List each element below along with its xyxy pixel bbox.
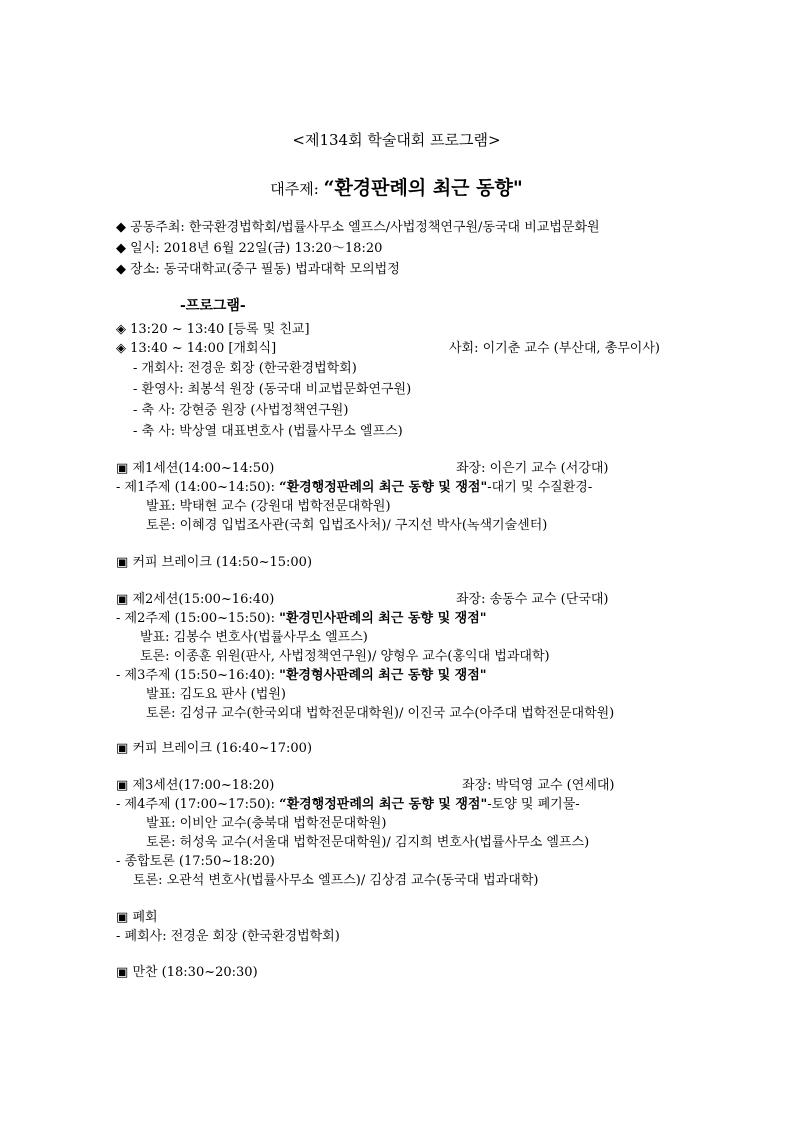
topic4-title: “환경행정판례의 최근 동향 및 쟁점" <box>279 797 488 812</box>
info-date <box>116 241 382 257</box>
slot-registration <box>116 322 310 338</box>
organizers-text: 공동주최: 한국환경법학회/법률사무소 엘프스/사법정책연구원/동국대 비교법문화원 <box>130 220 600 235</box>
coffee-break-1 <box>116 555 312 571</box>
square-bullet-icon: ▣ <box>116 461 129 476</box>
session2-presenter2: 발표: 김봉수 변호사(법률사무소 엘프스) <box>140 630 368 645</box>
program-heading: -프로그램- <box>180 298 246 314</box>
session2-topic3 <box>116 668 487 684</box>
session1-discussant: 토론: 이혜경 입법조사관(국회 입법조사처)/ 구지선 박사(녹색기술센터) <box>146 518 548 533</box>
session3-presenter4: 발표: 이비안 교수(충북대 법학전문대학원) <box>146 816 387 831</box>
session3-topic4 <box>116 797 580 813</box>
theme-label: 대주제: <box>270 180 324 198</box>
topic4-suffix: -토양 및 폐기물- <box>487 797 580 812</box>
diamond-dot-bullet-icon: ◈ <box>116 341 126 356</box>
closing-title-text: 폐회 <box>132 910 158 925</box>
session1-title-text: 제1세션(14:00~14:50) <box>132 461 275 476</box>
topic3-title: "환경형사판례의 최근 동향 및 쟁점" <box>279 668 487 683</box>
topic1-prefix: - 제1주제 (14:00~14:50): <box>116 480 280 495</box>
date-text: 일시: 2018년 6월 22일(금) 13:20～18:20 <box>130 241 383 256</box>
session1-chair: 좌장: 이은기 교수 (서강대) <box>456 461 609 476</box>
topic1-title: “환경행정판례의 최근 동향 및 쟁점" <box>279 480 488 495</box>
session1-title <box>116 461 274 477</box>
closing-title <box>116 910 158 926</box>
main-theme <box>0 176 793 201</box>
session3-title-text: 제3세션(17:00~18:20) <box>132 778 275 793</box>
coffee-break-1-text: 커피 브레이크 (14:50~15:00) <box>132 555 313 570</box>
topic4-prefix: - 제4주제 (17:00~17:50): <box>116 797 280 812</box>
info-venue <box>116 262 400 278</box>
session1-topic <box>116 480 592 496</box>
registration-text: 13:20 ~ 13:40 [등록 및 친교] <box>130 322 310 337</box>
general-discussion: - 종합토론 (17:50~18:20) <box>116 854 275 869</box>
opening-ceremony-text: 13:40 ~ 14:00 [개회식] <box>130 341 277 356</box>
square-bullet-icon: ▣ <box>116 555 129 570</box>
general-discussant: 토론: 오관석 변호사(법률사무소 엘프스)/ 김상겸 교수(동국대 법과대학) <box>133 873 539 888</box>
session2-discussant3: 토론: 김성규 교수(한국외대 법학전문대학원)/ 이진국 교수(아주대 법학전문대학원) <box>146 706 615 721</box>
page-title: <제134회 학술대회 프로그램> <box>292 131 501 149</box>
diamond-bullet-icon: ◆ <box>116 220 126 235</box>
diamond-bullet-icon: ◆ <box>116 262 126 277</box>
session2-title-text: 제2세션(15:00~16:40) <box>132 592 275 607</box>
speech-congrats-1: - 축 사: 강현중 원장 (사법정책연구원) <box>133 403 349 418</box>
topic1-suffix: -대기 및 수질환경- <box>487 480 593 495</box>
session3-title <box>116 778 274 794</box>
session2-title <box>116 592 274 608</box>
session3-discussant4: 토론: 허성욱 교수(서울대 법학전문대학원)/ 김지희 변호사(법률사무소 엘프스) <box>146 835 590 850</box>
session2-presenter3: 발표: 김도요 판사 (법원) <box>146 687 286 702</box>
slot-opening-ceremony <box>116 341 276 357</box>
closing-speech: - 폐회사: 전경운 회장 (한국환경법학회) <box>116 929 340 944</box>
diamond-bullet-icon: ◆ <box>116 241 126 256</box>
info-organizers <box>116 220 600 236</box>
dinner-text: 만찬 (18:30~20:30) <box>132 965 258 980</box>
square-bullet-icon: ▣ <box>116 778 129 793</box>
speech-opening: - 개회사: 전경운 회장 (한국환경법학회) <box>133 361 357 376</box>
square-bullet-icon: ▣ <box>116 965 129 980</box>
session2-topic2 <box>116 611 487 627</box>
topic3-prefix: - 제3주제 (15:50~16:40): <box>116 668 280 683</box>
diamond-dot-bullet-icon: ◈ <box>116 322 126 337</box>
coffee-break-2 <box>116 741 312 757</box>
opening-host: 사회: 이기춘 교수 (부산대, 총무이사) <box>449 341 660 356</box>
dinner <box>116 965 258 981</box>
speech-congrats-2: - 축 사: 박상열 대표변호사 (법률사무소 엘프스) <box>133 424 403 439</box>
square-bullet-icon: ▣ <box>116 592 129 607</box>
coffee-break-2-text: 커피 브레이크 (16:40~17:00) <box>132 741 313 756</box>
topic2-title: "환경민사판례의 최근 동향 및 쟁점" <box>279 611 487 626</box>
speech-welcome: - 환영사: 최봉석 원장 (동국대 비교법문화연구원) <box>133 382 412 397</box>
square-bullet-icon: ▣ <box>116 910 129 925</box>
theme-text: “환경판례의 최근 동향" <box>323 177 523 199</box>
square-bullet-icon: ▣ <box>116 741 129 756</box>
session2-chair: 좌장: 송동수 교수 (단국대) <box>456 592 609 607</box>
venue-text: 장소: 동국대학교(중구 필동) 법과대학 모의법정 <box>130 262 400 277</box>
session3-chair: 좌장: 박덕영 교수 (연세대) <box>462 778 615 793</box>
session1-presenter: 발표: 박태현 교수 (강원대 법학전문대학원) <box>146 499 391 514</box>
topic2-prefix: - 제2주제 (15:00~15:50): <box>116 611 280 626</box>
session2-discussant2: 토론: 이종훈 위원(판사, 사법정책연구원)/ 양형우 교수(홍익대 법과대학) <box>140 649 550 664</box>
